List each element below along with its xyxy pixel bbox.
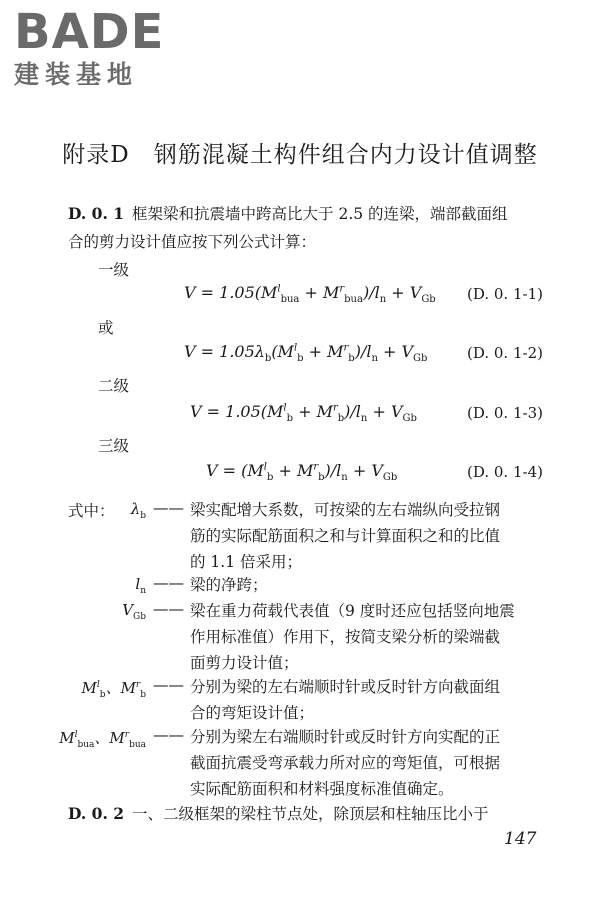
symbol-lambda-b: $\lambda_b$ [130,500,146,521]
clause-d02 [68,800,558,828]
page-title: 附录D 钢筋混凝土构件组合内力设计值调整 [62,142,538,168]
equation-3: $V = 1.05(M^l_b + M^r_b)/l_n + V_{Gb}$ [190,402,417,425]
definition-dash: —— [153,726,184,744]
definition-lambda-b [190,497,556,575]
definition-line: 作用标准值）作用下，按简支梁分析的梁端截 [190,628,501,646]
logo [14,6,164,90]
or-label: 或 [98,319,114,337]
grade-two-label: 二级 [98,377,130,395]
definition-line: 梁实配增大系数，可按梁的左右端纵向受拉钢 [190,501,501,519]
definition-dash: —— [153,676,184,694]
definition-line: 分别为梁的左右端顺时针或反时针方向截面组 [190,678,501,696]
equation-4-number: (D. 0. 1-4) [467,463,543,481]
definition-line: 梁在重力荷载代表值（9 度时还应包括竖向地震 [190,602,515,620]
logo-title: BADE [14,4,165,60]
definition-ln [190,572,556,598]
definitions-intro: 式中： [68,502,115,520]
definition-dash: —— [153,600,184,618]
equation-2: $V = 1.05\lambda_b(M^l_b + M^r_b)/l_n + V_{Gb}$ [184,342,428,365]
definition-line: 分别为梁左右端顺时针或反时针方向实配的正 [190,728,501,746]
equation-2-number: (D. 0. 1-2) [467,344,543,362]
equation-3-number: (D. 0. 1-3) [467,404,543,422]
equation-1-text: V = 1.05(M [184,283,278,302]
logo-subtitle: 建装基地 [14,60,139,89]
symbol-vgb: $V_{Gb}$ [122,601,146,622]
definition-mb [190,674,556,726]
symbol-mbua: $M^l_{bua}$、$M^r_{bua}$ [59,729,146,750]
equation-4: $V = (M^l_b + M^r_b)/l_n + V_{Gb}$ [206,461,398,484]
definition-line: 合的弯矩设计值； [190,704,315,722]
equation-1: $V = 1.05(M^l_{bua} + M^r_{bua})/l_n + V_{Gb}$ [184,283,436,306]
grade-one-label: 一级 [98,261,130,279]
definition-mbua [190,724,556,802]
definition-line: 梁的净跨； [190,576,268,594]
equation-4-text: V = (M [206,461,264,480]
page-number: 147 [504,829,537,849]
symbol-ln: $l_n$ [135,575,146,596]
equation-1-number: (D. 0. 1-1) [467,285,543,303]
definition-line: 面剪力设计值； [190,654,299,672]
grade-three-label: 三级 [98,437,130,455]
definition-line: 的 1.1 倍采用； [190,553,303,571]
clause-d01-label: D. 0. 1 [68,204,125,223]
clause-d01-line2: 合的剪力设计值应按下列公式计算： [68,233,317,251]
definition-dash: —— [153,499,184,517]
equation-2-text: V = 1.05λ [184,342,265,361]
definition-line: 实际配筋面积和材料强度标准值确定。 [190,780,454,798]
definition-line: 截面抗震受弯承载力所对应的弯矩值，可根据 [190,754,501,772]
equation-3-text: V = 1.05(M [190,402,284,421]
symbol-mb: $M^l_b$、$M^r_b$ [81,679,146,700]
clause-d02-text: 一、二级框架的梁柱节点处，除顶层和柱轴压比小于 [132,805,489,823]
clause-d02-label: D. 0. 2 [68,804,125,823]
definition-line: 筋的实际配筋面积之和与计算面积之和的比值 [190,527,501,545]
clause-d01-line1: 框架梁和抗震墙中跨高比大于 2.5 的连梁，端部截面组 [132,205,508,223]
clause-d01 [68,200,558,256]
definition-dash: —— [153,574,184,592]
definition-vgb [190,598,556,676]
